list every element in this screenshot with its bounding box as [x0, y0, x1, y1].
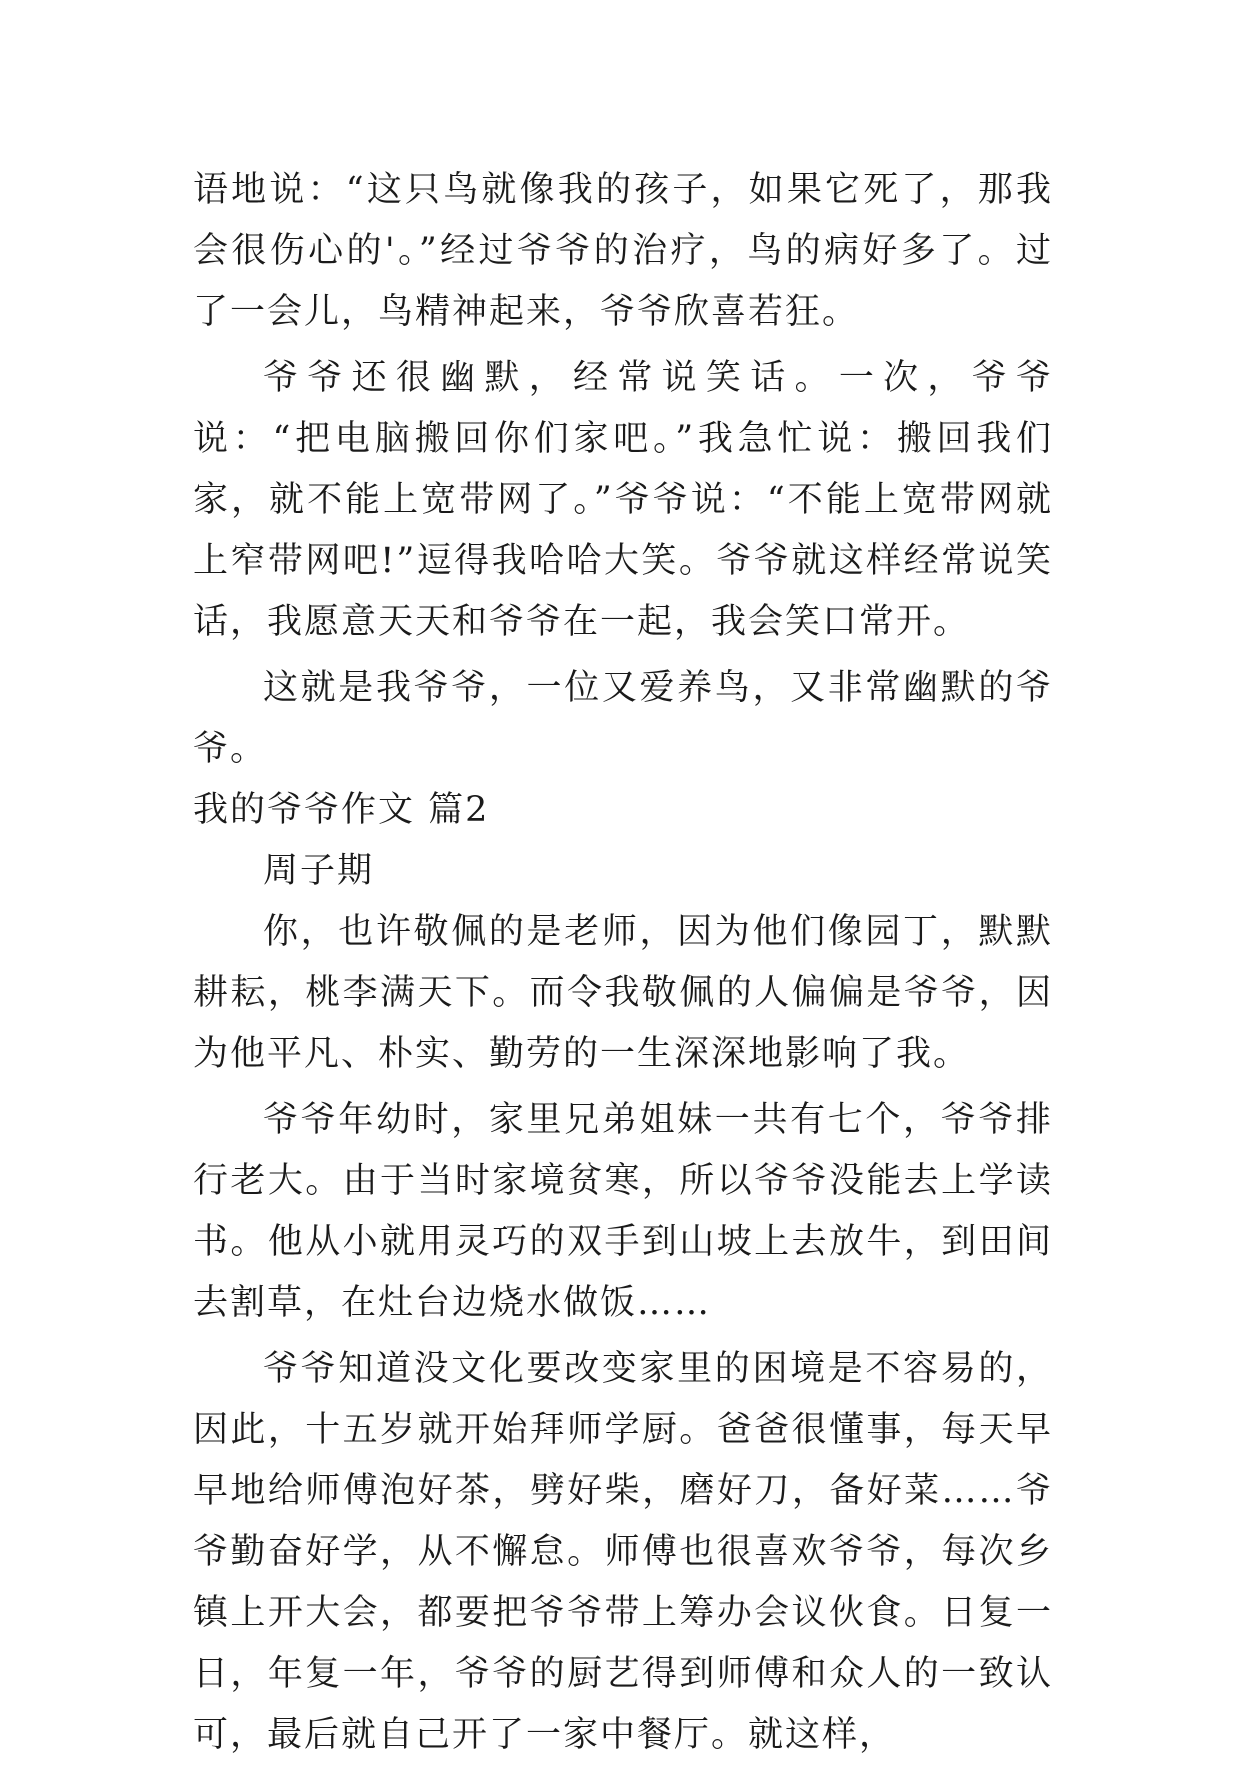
paragraph-continuation: 语地说：“这只鸟就像我的孩子，如果它死了，那我会很伤心的'。”经过爷爷的治疗，鸟的病好多了。过了一会儿，鸟精神起来，爷爷欣喜若狂。	[193, 170, 1053, 332]
paragraph-intro: 你，也许敬佩的是老师，因为他们像园丁，默默耕耘，桃李满天下。而令我敬佩的人偏偏是爷爷，因为他平凡、朴实、勤劳的一生深深地影响了我。	[193, 912, 1053, 1074]
paragraph-humor: 爷爷还很幽默，经常说笑话。一次，爷爷说：“把电脑搬回你们家吧。”我急忙说：搬回我们家，就不能上宽带网了。”爷爷说：“不能上宽带网就上窄带网吧!”逗得我哈哈大笑。爷爷就这样经常说笑话，我愿意天天和爷爷在一起，我会笑口常开。	[193, 358, 1053, 642]
document-body	[193, 160, 1053, 1766]
paragraph-summary: 这就是我爷爷，一位又爱养鸟，又非常幽默的爷爷。	[193, 668, 1053, 769]
paragraph-apprentice: 爷爷知道没文化要改变家里的困境是不容易的，因此，十五岁就开始拜师学厨。爸爸很懂事，每天早早地给师傅泡好茶，劈好柴，磨好刀，备好菜……爷爷勤奋好学，从不懈怠。师傅也很喜欢爷爷，每次乡镇上开大会，都要把爷爷带上筹办会议伙食。日复一日，年复一年，爷爷的厨艺得到师傅和众人的一致认可，最后就自己开了一家中餐厅。就这样，	[193, 1349, 1053, 1755]
section-heading: 我的爷爷作文 篇2	[193, 790, 490, 830]
paragraph-childhood: 爷爷年幼时，家里兄弟姐妹一共有七个，爷爷排行老大。由于当时家境贫寒，所以爷爷没能去上学读书。他从小就用灵巧的双手到山坡上去放牛，到田间去割草，在灶台边烧水做饭……	[193, 1100, 1053, 1323]
author-name: 周子期	[263, 851, 375, 891]
